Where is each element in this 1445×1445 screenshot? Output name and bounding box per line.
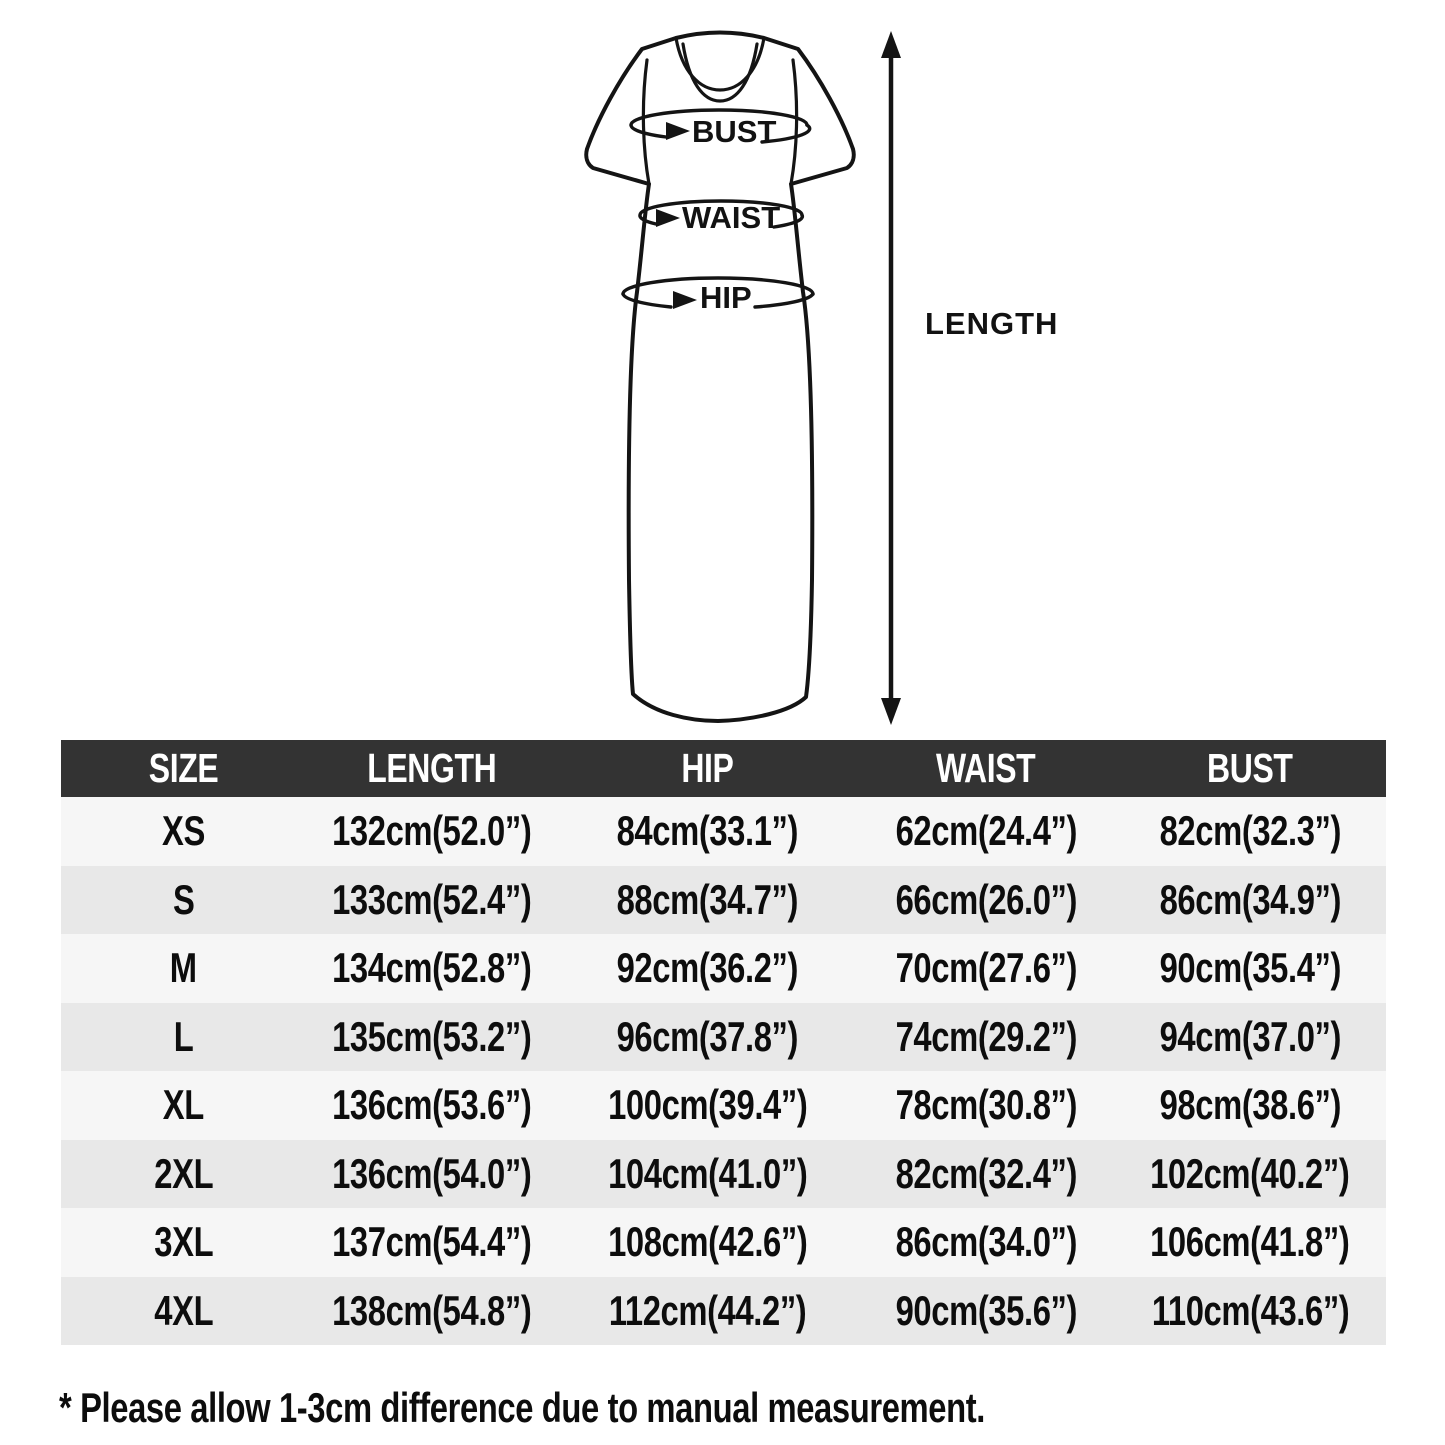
column-header: HIP: [681, 745, 734, 791]
table-cell: M: [170, 944, 198, 992]
waist-arrowhead-icon: [656, 209, 680, 227]
table-row: [61, 1208, 1386, 1277]
waist-arc-left: [640, 215, 656, 224]
table-cell: 2XL: [154, 1149, 214, 1197]
table-cell: 136cm(54.0”): [332, 1149, 532, 1197]
table-cell: 106cm(41.8”): [1150, 1218, 1350, 1266]
table-cell: 110cm(43.6”): [1151, 1286, 1349, 1334]
table-row: [61, 797, 1386, 866]
length-label: LENGTH: [925, 306, 1059, 341]
table-cell: 92cm(36.2”): [616, 944, 799, 992]
table-cell: 84cm(33.1”): [616, 807, 799, 855]
table-row: [61, 1277, 1386, 1346]
table-cell: 100cm(39.4”): [607, 1081, 808, 1129]
table-header-row: [61, 740, 1386, 797]
table-cell: 86cm(34.0”): [895, 1218, 1077, 1266]
table-cell: 90cm(35.4”): [1159, 944, 1341, 992]
table-row: [61, 1140, 1386, 1209]
table-cell: XL: [163, 1081, 205, 1129]
table-row: [61, 934, 1386, 1003]
table-cell: 94cm(37.0”): [1159, 1012, 1341, 1060]
table-cell: 136cm(53.6”): [332, 1081, 532, 1129]
bust-arc-left: [631, 125, 666, 137]
bust-arrowhead-icon: [666, 122, 690, 140]
table-row: [61, 1071, 1386, 1140]
table-cell: 88cm(34.7”): [616, 875, 799, 923]
waist-label: WAIST: [682, 200, 781, 235]
table-cell: 3XL: [154, 1218, 214, 1266]
table-cell: 4XL: [154, 1286, 214, 1334]
table-cell: 70cm(27.6”): [895, 944, 1077, 992]
table-cell: 132cm(52.0”): [332, 807, 532, 855]
column-header: WAIST: [936, 745, 1036, 791]
table-cell: 108cm(42.6”): [607, 1218, 808, 1266]
neckline-outer: [676, 38, 764, 90]
table-cell: L: [173, 1012, 194, 1060]
length-arrowhead-up-icon: [881, 31, 901, 58]
neckline-inner: [683, 44, 757, 101]
footnote-text: * Please allow 1-3cm difference due to manual measurement.: [59, 1384, 985, 1431]
table-cell: 98cm(38.6”): [1159, 1081, 1341, 1129]
column-header: LENGTH: [367, 745, 497, 791]
table-body: [61, 797, 1386, 1345]
table-cell: 112cm(44.2”): [608, 1286, 807, 1334]
table-cell: 137cm(54.4”): [332, 1218, 532, 1266]
size-table: [61, 740, 1386, 1345]
table-cell: XS: [162, 807, 206, 855]
table-row: [61, 866, 1386, 935]
table-cell: S: [172, 875, 195, 923]
armhole-seam-right: [791, 60, 797, 184]
table-cell: 74cm(29.2”): [895, 1012, 1077, 1060]
column-header: SIZE: [148, 745, 219, 791]
table-row: [61, 1003, 1386, 1072]
table-cell: 134cm(52.8”): [332, 944, 532, 992]
table-cell: 138cm(54.8”): [332, 1286, 532, 1334]
table-cell: 102cm(40.2”): [1150, 1149, 1350, 1197]
hip-arc-left: [623, 294, 671, 307]
table-cell: 66cm(26.0”): [895, 875, 1077, 923]
table-cell: 135cm(53.2”): [332, 1012, 532, 1060]
column-header: BUST: [1207, 745, 1293, 791]
hip-arrowhead-icon: [673, 291, 697, 309]
table-cell: 90cm(35.6”): [895, 1286, 1077, 1334]
length-arrowhead-down-icon: [881, 698, 901, 725]
bust-label: BUST: [692, 114, 777, 149]
hip-label: HIP: [700, 280, 752, 315]
table-cell: 104cm(41.0”): [607, 1149, 808, 1197]
table-cell: 82cm(32.3”): [1159, 807, 1341, 855]
armhole-seam-left: [643, 60, 649, 184]
table-cell: 62cm(24.4”): [895, 807, 1077, 855]
table-cell: 96cm(37.8”): [616, 1012, 799, 1060]
measurement-footnote: [59, 1384, 1246, 1432]
table-cell: 133cm(52.4”): [332, 875, 532, 923]
table-cell: 86cm(34.9”): [1159, 875, 1341, 923]
table-cell: 82cm(32.4”): [895, 1149, 1077, 1197]
table-cell: 78cm(30.8”): [895, 1081, 1077, 1129]
